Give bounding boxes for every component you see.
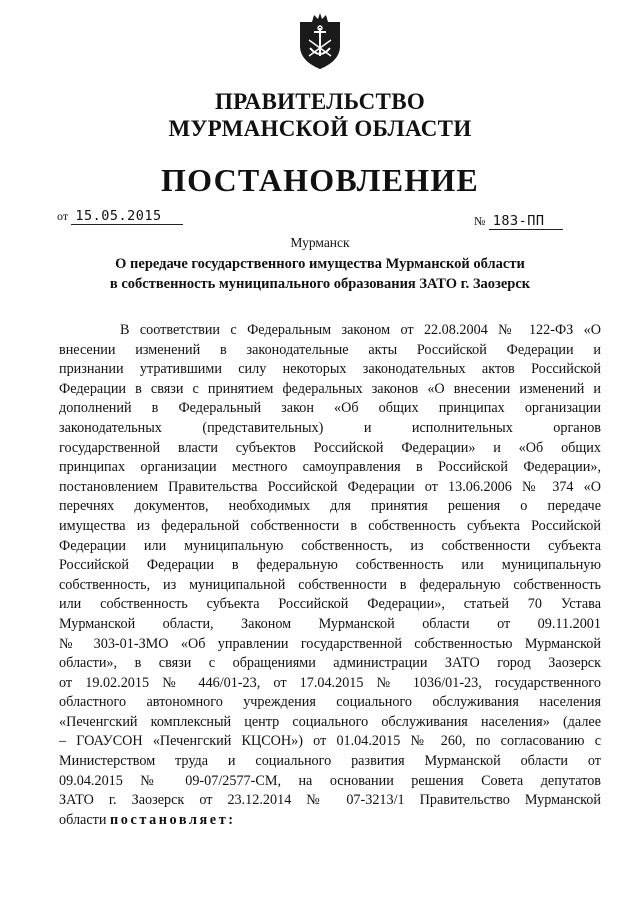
body-line: областного автономного учреждения социального обслуживания населения bbox=[59, 694, 601, 711]
body-line: постановлением Правительства Российской Федерации от 13.06.2006 № 374 «О bbox=[59, 478, 601, 495]
city-name: Мурманск bbox=[290, 235, 350, 250]
body-line: Мурманской области, Законом Мурманской области от 09.11.2001 bbox=[59, 615, 601, 632]
subject-line2: в собственность муниципального образования ЗАТО г. Заозерск bbox=[109, 276, 531, 292]
body-line: 09.04.2015 № 09-07/2577-СМ, на основании решения Совета депутатов bbox=[59, 772, 601, 789]
body-line: собственность, из муниципальной собственности в федеральную собственность bbox=[59, 576, 601, 593]
date-value: 15.05.2015 bbox=[71, 209, 183, 225]
final-line-prefix: области bbox=[59, 811, 110, 828]
body-line: или собственность субъекта Российской Федерации», статьей 70 Устава bbox=[59, 596, 601, 613]
body-line-final bbox=[59, 811, 601, 831]
document-date bbox=[57, 208, 183, 225]
body-line: В соответствии с Федеральным законом от 22.08.2004 № 122-ФЗ «О bbox=[120, 322, 601, 338]
body-line: дополнений в Федеральный закон «Об общих принципах организации bbox=[59, 400, 601, 417]
government-name bbox=[0, 88, 640, 142]
body-line: перечнях документов, необходимых для принятия решения о передаче bbox=[59, 498, 601, 515]
body-line: государственной власти субъектов Российской Федерации» и «Об общих bbox=[59, 439, 601, 456]
body-line: – ГОАУСОН «Печенгский КЦСОН») от 01.04.2015 № 260, по согласованию с bbox=[59, 733, 601, 750]
body-line: законодательных (представительных) и исполнительных органов bbox=[59, 419, 601, 436]
resolution-keyword: постановляет: bbox=[109, 811, 236, 828]
body-line: ЗАТО г. Заозерск от 23.12.2014 № 07-3213/1 Правительство Мурманской bbox=[59, 792, 601, 809]
body-line: Федерации в связи с принятием федеральных законов «О внесении изменений и bbox=[59, 380, 601, 397]
coat-of-arms-icon bbox=[296, 12, 344, 70]
number-value: 183-ПП bbox=[489, 214, 563, 230]
document-subject bbox=[0, 254, 640, 294]
government-name-line1: ПРАВИТЕЛЬСТВО bbox=[214, 89, 426, 114]
body-line: Министерством труда и социального развития Мурманской области от bbox=[59, 753, 601, 770]
number-label: № bbox=[474, 214, 486, 228]
body-line: принципах организации местного самоуправления в Российской Федерации», bbox=[59, 459, 601, 476]
body-line: Российской Федерации в федеральную собственность или муниципальную bbox=[59, 557, 601, 574]
body-line: «Печенгский комплексный центр социального обслуживания населения» (далее bbox=[59, 713, 601, 730]
document-type-title: ПОСТАНОВЛЕНИЕ bbox=[161, 162, 479, 198]
body-line: Федерации или муниципальную собственность, из собственности субъекта bbox=[59, 537, 601, 554]
date-label: от bbox=[57, 209, 69, 223]
body-line: признании утратившими силу некоторых законодательных актов Российской bbox=[59, 361, 601, 378]
body-line: внесении изменений в законодательные акты Российской Федерации и bbox=[59, 341, 601, 358]
government-name-line2: МУРМАНСКОЙ ОБЛАСТИ bbox=[168, 116, 472, 141]
body-line: от 19.02.2015 № 446/01-23, от 17.04.2015 № 1036/01-23, государственного bbox=[59, 674, 601, 691]
body-line: № 303-01-ЗМО «Об управлении государственной собственностью Мурманской bbox=[59, 635, 601, 652]
body-line: имущества из федеральной собственности в собственность субъекта Российской bbox=[59, 517, 601, 534]
body-line: области», в связи с обращениями администрации ЗАТО город Заозерск bbox=[59, 655, 601, 672]
subject-line1: О передаче государственного имущества Мурманской области bbox=[115, 256, 525, 272]
document-number bbox=[474, 213, 563, 230]
body-paragraph bbox=[59, 321, 601, 830]
